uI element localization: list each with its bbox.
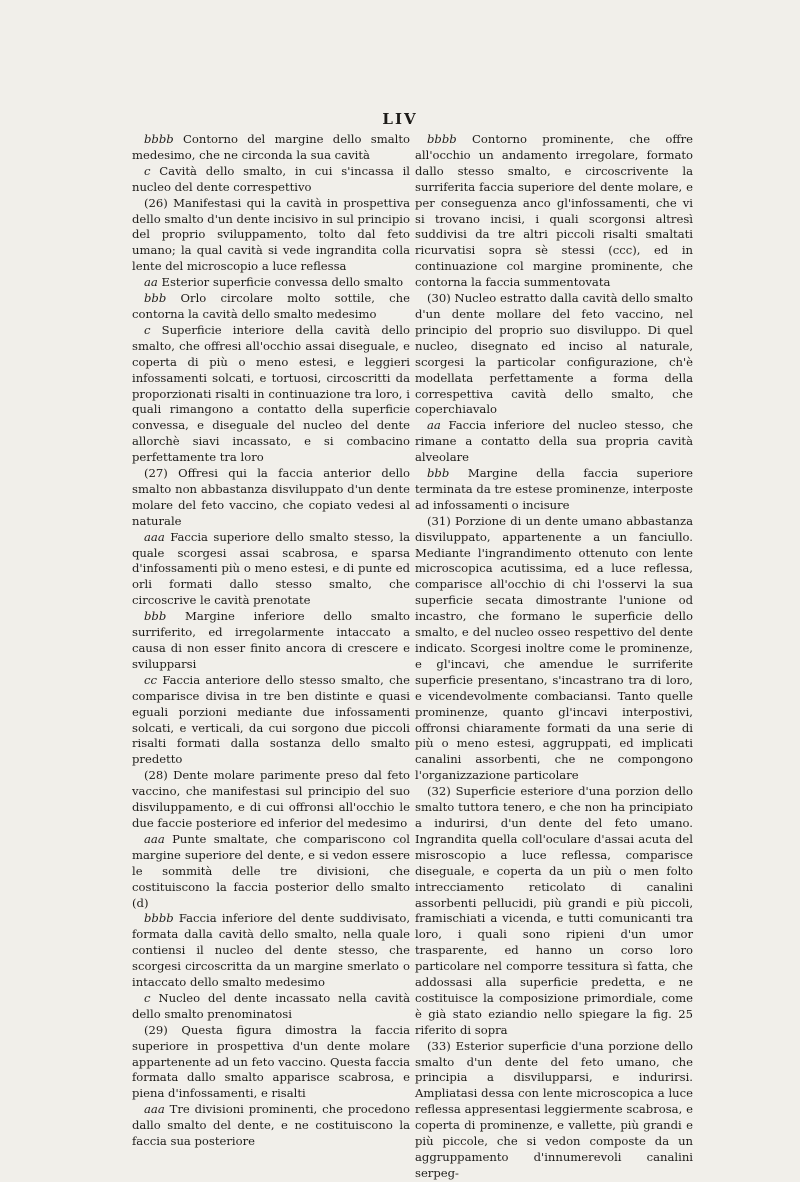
paragraph-text: (28) Dente molare parimente preso dal feto vaccino, che manifestasi sul principio del suo disviluppamento, e di cui offronsi all'occhio le due faccie posteriore ed inferior del medesimo <box>132 768 410 830</box>
figure-ref: bbb <box>427 466 450 481</box>
paragraph-text: Orlo circolare molto sottile, che contorna la cavità dello smalto medesimo <box>132 291 410 321</box>
figure-ref: cc <box>144 672 157 687</box>
figure-ref: bbb <box>144 291 167 306</box>
figure-ref: aaa <box>144 1102 165 1117</box>
paragraph-text: (31) Porzione di un dente umano abbastanza disviluppato, appartenente a un fanciullo. Mediante l'ingrandimento ottenuto con lente microscopica acutissima, ed a luce reflessa, comparisce all'occhio di chi l'osservi la sua superficie secata dimostrante l'unione od incastro, che formano le superficie dello smalto, e del nucleo osseo respettivo del dente indicato. Scorgesi inoltre come le prominenze, e gl'incavi, che amendue le surriferite superficie presentano, s'incastrano tra di loro, e vicendevolmente combaciansi. Tanto quelle prominenze, quanto gl'incavi interpostivi, offronsi chiaramente formati da una serie di più o meno estesi, aggruppati, ed implicati canalini assorbenti, che ne compongono l'organizzazione particolare <box>415 513 693 783</box>
paragraph <box>132 275 410 291</box>
paragraph <box>132 291 410 323</box>
paragraph <box>415 291 693 418</box>
paragraph-text: Margine della faccia superiore terminata da tre estese prominenze, interposte ad infossamenti o incisure <box>415 466 694 512</box>
figure-ref: c <box>144 990 151 1005</box>
figure-ref: bbbb <box>427 132 457 146</box>
paragraph <box>132 466 410 530</box>
figure-ref: bbbb <box>144 132 174 146</box>
paragraph <box>415 784 693 1039</box>
paragraph-text: (33) Esterior superficie d'una porzione dello smalto d'un dente del feto umano, che principia a disvilupparsi, e indurirsi. Ampliatasi dessa con lente microscopica a luce reflessa appresentasi leggiermente scabrosa, e coperta di prominenze, e vallette, più grandi e più piccole, che si vedon composte da un aggruppamento d'innumerevoli canalini serpeg- <box>415 1038 693 1180</box>
figure-ref: bbbb <box>144 911 174 926</box>
paragraph-text: (30) Nucleo estratto dalla cavità dello smalto d'un dente mollare del feto vaccino, nel principio del proprio suo disviluppo. Di quel nucleo, disegnato ed inciso al naturale, scorgesi la particolar configurazione, ch'è modellata perfettamente a forma della correspettiva cavità dello smalto, che coperchiavalo <box>415 291 693 417</box>
left-column <box>132 132 410 1150</box>
paragraph <box>132 323 410 466</box>
paragraph <box>132 1102 410 1150</box>
figure-ref: bbb <box>144 609 167 624</box>
paragraph <box>132 673 410 768</box>
paragraph-text: Punte smaltate, che compariscono col margine superiore del dente, e si vedon essere le sommità delle tre divisioni, che costituiscono la faccia posterior dello smalto (d) <box>132 831 411 910</box>
figure-ref: c <box>144 322 151 337</box>
paragraph <box>132 132 410 164</box>
figure-ref: aa <box>144 275 158 290</box>
paragraph <box>132 991 410 1023</box>
paragraph <box>132 911 410 991</box>
paragraph-text: Tre divisioni prominenti, che procedono dallo smalto del dente, e ne costituiscono la faccia sua posteriore <box>132 1102 410 1149</box>
paragraph <box>132 530 410 610</box>
paragraph-text: Margine inferiore dello smalto surriferito, ed irregolarmente intaccato a causa di non esser finito ancora di crescere e svilupparsi <box>132 609 410 671</box>
paragraph-text: Faccia inferiore del dente suddivisato, formata dalla cavità dello smalto, nella quale contiensi il nucleo del dente stesso, che scorgesi circoscritta da un margine smerlato o intaccato dello smalto medesimo <box>132 911 410 990</box>
paragraph <box>415 418 693 466</box>
figure-ref: c <box>144 163 151 178</box>
paragraph-text: Cavità dello smalto, in cui s'incassa il nucleo del dente correspettivo <box>132 163 411 194</box>
paragraph-text: (29) Questa figura dimostra la faccia superiore in prospettiva d'un dente molare appartenente ad un feto vaccino. Questa faccia formata dallo smalto apparisce scabrosa, e piena d'infossamenti, e risalti <box>132 1022 410 1101</box>
paragraph <box>132 1023 410 1103</box>
figure-ref: aaa <box>144 529 165 544</box>
paragraph <box>132 609 410 673</box>
page-number: LIV <box>382 110 418 128</box>
paragraph-text: Esterior superficie convessa dello smalto <box>161 275 404 290</box>
figure-ref: aa <box>427 418 441 433</box>
paragraph <box>132 832 410 912</box>
paragraph <box>132 768 410 832</box>
paragraph <box>132 164 410 196</box>
paragraph <box>415 466 693 514</box>
paragraph-text: Contorno prominente, che offre all'occhio un andamento irregolare, formato dallo stesso smalto, e circoscrivente la surriferita faccia superiore del dente molare, e per conseguenza anco gl'infossamenti, che vi si trovano incisi, i quali scorgonsi altresì suddivisi da tre altri piccoli risalti smaltati ricurvatisi sopra sè stessi (ccc), ed in continuazione col margine prominente, che contorna la faccia summentovata <box>415 132 694 290</box>
paragraph-text: Faccia anteriore dello stesso smalto, che comparisce divisa in tre ben distinte e quasi eguali porzioni mediante due infossamenti solcati, e verticali, da cui sorgono due piccoli risalti formati dalla sostanza dello smalto predetto <box>132 672 410 767</box>
paragraph <box>415 514 693 784</box>
paragraph <box>415 1039 693 1182</box>
paragraph-text: Superficie interiore della cavità dello smalto, che offresi all'occhio assai diseguale, e coperta di più o meno estesi, e leggieri infossamenti solcati, e tortuosi, circoscritti da proporzionati risalti in continuazione tra loro, i quali rimangono a contatto della superficie convessa, e diseguale del nucleo del dente allorchè siavi incassato, e si combacino perfettamente tra loro <box>132 322 410 465</box>
paragraph-text: Contorno del margine dello smalto medesimo, che ne circonda la sua cavità <box>132 132 411 162</box>
paragraph-text: (26) Manifestasi qui la cavità in prospettiva dello smalto d'un dente incisivo in sul principio del proprio sviluppamento, tolto dal feto umano; la qual cavità si vede ingrandita colla lente del microscopio a luce reflessa <box>132 195 410 274</box>
paragraph-text: Nucleo del dente incassato nella cavità dello smalto prenominatosi <box>132 990 411 1021</box>
paragraph-text: (32) Superficie esteriore d'una porzion dello smalto tuttora tenero, e che non ha principiato a indurirsi, d'un dente del feto umano. Ingrandita quella coll'oculare d'assai acuta del misroscopio a luce reflessa, comparisce diseguale, e coperta da un più o men folto intrecciamento reticolato di canalini assorbenti pellucidi, più grandi e più piccoli, framischiati a vicenda, e tutti comunicanti tra loro, i quali sono ripieni d'un umor trasparente, ed hanno un corso loro particolare nel comporre tessitura sì fatta, che addossasi alla superficie predetta, e ne costituisce la composizione primordiale, come è già stato eziandio nello spiegare la fig. 25 riferito di sopra <box>415 784 693 1037</box>
right-column <box>415 132 693 1182</box>
paragraph <box>415 132 693 291</box>
paragraph-text: Faccia inferiore del nucleo stesso, che rimane a contatto della sua propria cavità alveolare <box>415 418 693 465</box>
figure-ref: aaa <box>144 831 165 846</box>
paragraph <box>132 196 410 276</box>
paragraph-text: (27) Offresi qui la faccia anterior dello smalto non abbastanza disviluppato d'un dente molare del feto vaccino, che copiato vedesi al naturale <box>132 466 410 528</box>
paragraph-text: Faccia superiore dello smalto stesso, la quale scorgesi assai scabrosa, e sparsa d'infossamenti più o meno estesi, e di punte ed orli formati dallo stesso smalto, che circoscrive le cavità prenotate <box>132 529 410 608</box>
